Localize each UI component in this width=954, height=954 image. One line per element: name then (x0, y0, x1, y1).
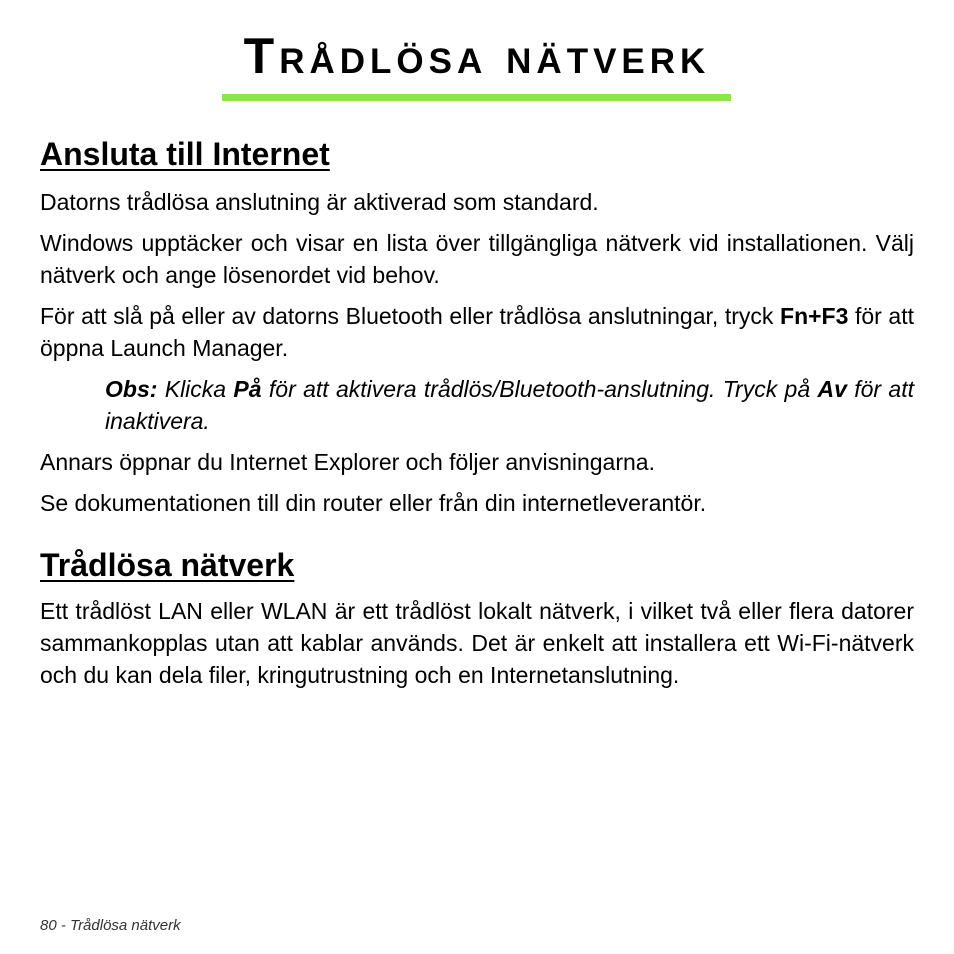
page-content (40, 130, 914, 700)
paragraph-open-ie: Annars öppnar du Internet Explorer och följer anvisningarna. (40, 449, 655, 475)
section-heading-connect-internet: Ansluta till Internet (40, 136, 330, 172)
note-label: Obs: (105, 376, 158, 402)
chapter-title: Trådlösa nätverk (243, 28, 711, 84)
section-heading-wireless-networks: Trådlösa nätverk (40, 547, 295, 583)
note-on-label: På (233, 376, 262, 402)
paragraph-wlan-description: Ett trådlöst LAN eller WLAN är ett trådlöst lokalt nätverk, i vilket två eller flera datorer sammankopplas utan att kablar används. Det är enkelt att installera ett Wi-Fi-nätverk och du kan dela filer, kringutrustning och en Internetanslutning. (40, 598, 914, 688)
note-off-label: Av (817, 376, 847, 402)
paragraph-toggle-wireless (40, 300, 914, 364)
title-underline-bar (222, 94, 731, 101)
note-paragraph (105, 373, 914, 437)
note-text: Klicka (157, 376, 234, 402)
page-footer: 80 - Trådlösa nätverk (40, 917, 181, 934)
paragraph-text: För att slå på eller av datorns Bluetooth eller trådlösa anslutningar, tryck (40, 303, 781, 329)
note-text: för att inaktivera. (105, 376, 914, 434)
paragraph-see-docs: Se dokumentationen till din router eller från din internetleverantör. (40, 490, 707, 516)
paragraph-windows-detects: Windows upptäcker och visar en lista över tillgängliga nätverk vid installationen. Välj nätverk och ange lösenordet vid behov. (40, 230, 914, 288)
paragraph-wireless-default: Datorns trådlösa anslutning är aktiverad som standard. (40, 189, 599, 215)
paragraph-text: för att öppna Launch Manager. (40, 303, 914, 361)
note-text: för att aktivera trådlös/Bluetooth-anslutning. Tryck på (261, 376, 818, 402)
key-combo: Fn+F3 (780, 303, 849, 329)
